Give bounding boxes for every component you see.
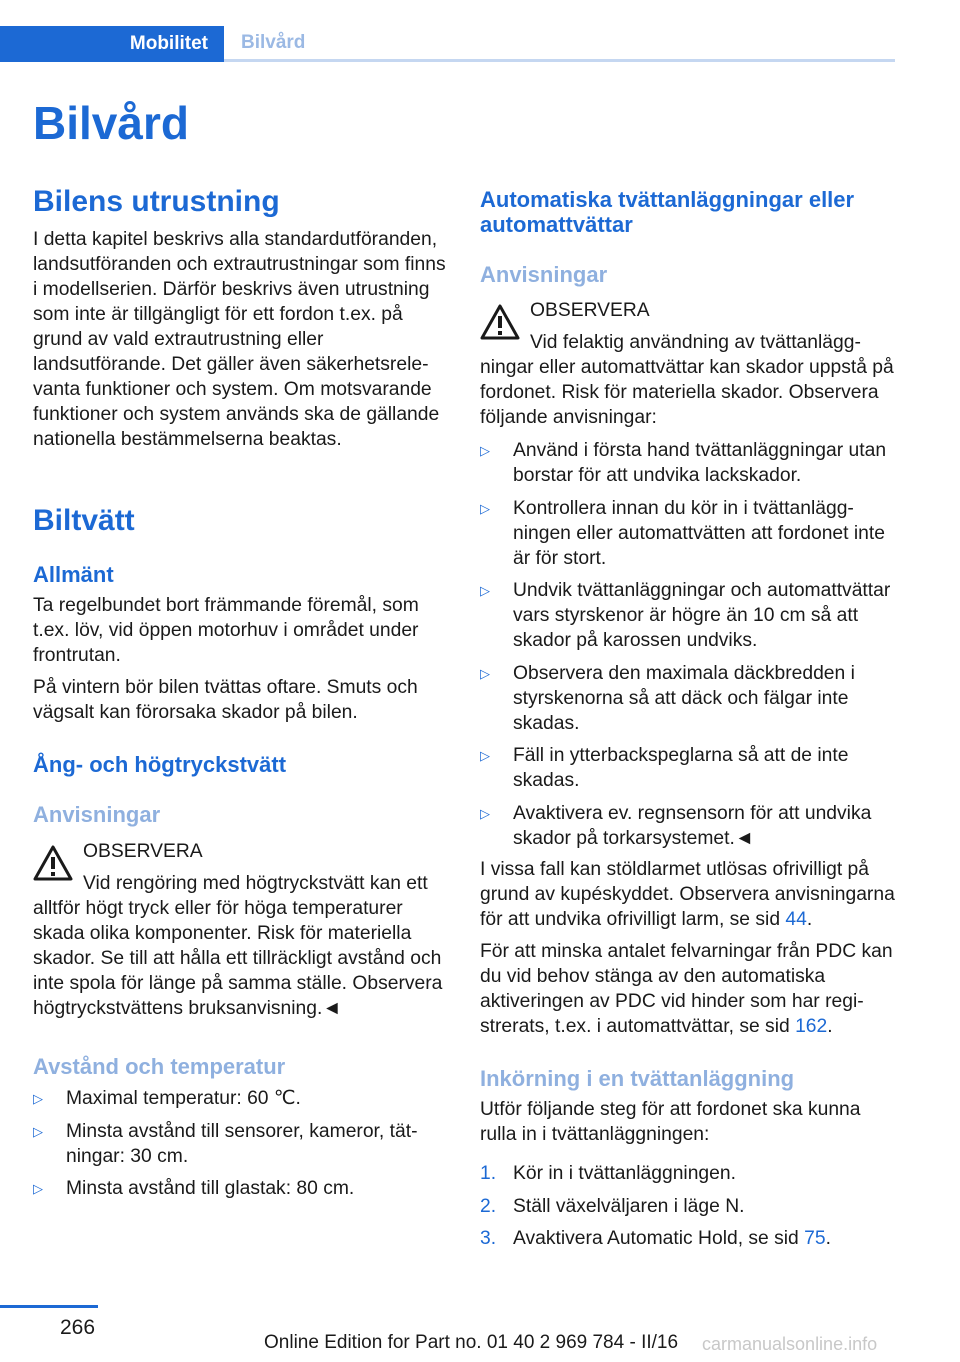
- heading-wash: Biltvätt: [33, 504, 135, 537]
- heading-notes-right: Anvisningar: [480, 262, 608, 287]
- list-item: 1. Kör in i tvättanläggningen.: [480, 1163, 736, 1184]
- paragraph-entry: Utför följande steg för att fordonet ska kunna rulla in i tvättanläggningen:: [480, 1099, 861, 1145]
- page-ref-link[interactable]: 44: [785, 909, 807, 930]
- paragraph-general-2: På vintern bör bilen tvättas oftare. Smuts och vägsalt kan förorsaka skador på bilen.: [33, 677, 418, 723]
- tab-divider: [224, 59, 895, 62]
- page-number: 266: [60, 1316, 96, 1339]
- list-item: ▷ Undvik tvättanläggningar och automattvättar vars styrskenor är högre än 10 cm så att skador på karossen undviks.: [480, 580, 891, 651]
- distance-section: [33, 1054, 448, 1209]
- entry-steps: [480, 1161, 895, 1251]
- auto-list-section: [480, 438, 895, 858]
- list-item: ▷ Kontrollera innan du kör in i tvättanläggningen eller automattvätten att fordonet inte är för stort.: [480, 497, 885, 569]
- general-section: [33, 562, 448, 725]
- heading-general: Allmänt: [33, 562, 114, 587]
- heading-auto: Automatiska tvättanläggningar eller automattvättar: [480, 187, 855, 237]
- warning-triangle-icon: [33, 845, 73, 881]
- alarm-section: [480, 857, 895, 1039]
- list-item: ▷ Fäll in ytterbackspeglarna så att de inte skadas.: [480, 745, 849, 791]
- wash-section: [33, 502, 448, 540]
- page-title: Bilvård: [33, 97, 189, 149]
- auto-list: [480, 438, 895, 851]
- triangle-right-icon: ▷: [480, 748, 490, 763]
- tab-bilvard[interactable]: Bilvård: [241, 32, 306, 53]
- warning-body-right: Vid felaktig användning av tvättanläggningar eller automattvättar kan skador uppstå på fordonet. Risk för materiella skador. Observera följande anvisningar:: [480, 332, 894, 428]
- page-ref-link[interactable]: 75: [804, 1228, 826, 1249]
- list-item: ▷ Observera den maximala däckbredden i styrskenorna så att däck och fälgar inte skadas.: [480, 662, 855, 734]
- steam-section: [33, 752, 448, 777]
- list-item: ▷ Minsta avstånd till sensorer, kameror, tätningar: 30 cm.: [33, 1120, 418, 1167]
- page-ref-link[interactable]: 162: [795, 1016, 828, 1037]
- watermark: carmanualsonline.info: [702, 1334, 878, 1354]
- warning-body-left: Vid rengöring med högtryckstvätt kan ett alltför högt tryck eller för höga temperaturer skada olika komponenter. Risk för materiella skador. Se till att hålla ett tillräckligt avstånd och inte spola för länge på samma ställe. Observera högtryckstvättens bruksanvisning.◄: [33, 873, 443, 1019]
- heading-steam: Ång- och högtryckstvätt: [33, 752, 287, 777]
- list-item: ▷ Minsta avstånd till glastak: 80 cm.: [33, 1178, 355, 1199]
- triangle-right-icon: ▷: [480, 583, 490, 598]
- triangle-right-icon: ▷: [33, 1181, 43, 1196]
- warning-left: [33, 839, 448, 1021]
- triangle-right-icon: ▷: [480, 665, 490, 681]
- distance-list: [33, 1086, 448, 1201]
- triangle-right-icon: ▷: [480, 805, 490, 821]
- heading-entry: Inkörning i en tvättanläggning: [480, 1066, 795, 1091]
- paragraph-equipment: I detta kapitel beskrivs alla standardutföranden, landsutföranden och extrautrustningar som finns i modellserien. Därför beskrivs även utrustning som inte är tillgängligt för ett fordon t.ex. på grund av vald extrautrustning eller landsutförande. Det gäller även säkerhetsrelevanta funktioner och system. Om motsvarande funktioner och system används ska de gällande nationella bestämmelserna beaktas.: [33, 229, 446, 450]
- heading-notes-left: Anvisningar: [33, 802, 161, 827]
- notes-section-right: [480, 262, 895, 287]
- triangle-right-icon: ▷: [480, 500, 490, 516]
- warning-title-right: OBSERVERA: [530, 300, 650, 321]
- warning-triangle-icon: [480, 304, 520, 340]
- warning-right: [480, 298, 895, 430]
- edition-note: Online Edition for Part no. 01 40 2 969 784 - II/16: [264, 1332, 679, 1353]
- warning-title-left: OBSERVERA: [83, 841, 203, 862]
- heading-equipment: Bilens utrustning: [33, 185, 280, 218]
- heading-distance: Avstånd och temperatur: [33, 1054, 286, 1079]
- list-item: 2. Ställ växelväljaren i läge N.: [480, 1195, 745, 1217]
- entry-section: [480, 1066, 895, 1259]
- triangle-right-icon: ▷: [33, 1091, 43, 1106]
- auto-section: [480, 187, 895, 237]
- header-tabs: [0, 26, 895, 62]
- tab-mobilitet[interactable]: Mobilitet: [0, 26, 224, 62]
- triangle-right-icon: ▷: [480, 443, 490, 458]
- triangle-right-icon: ▷: [33, 1123, 43, 1139]
- list-item: 3. Avaktivera Automatic Hold, se sid 75.: [480, 1228, 831, 1249]
- list-item: ▷ Maximal temperatur: 60 ℃.: [33, 1088, 301, 1109]
- list-item: ▷ Avaktivera ev. regnsensorn för att undvika skador på torkarsystemet.◄: [480, 802, 872, 849]
- list-item: ▷ Använd i första hand tvättanläggningar utan borstar för att undvika lackskador.: [480, 440, 887, 486]
- paragraph-alarm: I vissa fall kan stöldlarmet utlösas ofrivilligt på grund av kupéskyddet. Observera anvisningarna för att undvika ofrivilligt larm, se sid 44.: [480, 859, 895, 930]
- notes-section-left: [33, 802, 448, 827]
- paragraph-general-1: Ta regelbundet bort främmande föremål, som t.ex. löv, vid öppen motorhuv i området under frontrutan.: [33, 595, 419, 666]
- equipment-section: [33, 183, 448, 452]
- paragraph-pdc: För att minska antalet felvarningar från PDC kan du vid behov stänga av den automatiska aktiveringen av PDC vid hinder som har registrerats, t.ex. i automattvättar, se sid 162.: [480, 941, 893, 1037]
- footer-line: [0, 1305, 98, 1308]
